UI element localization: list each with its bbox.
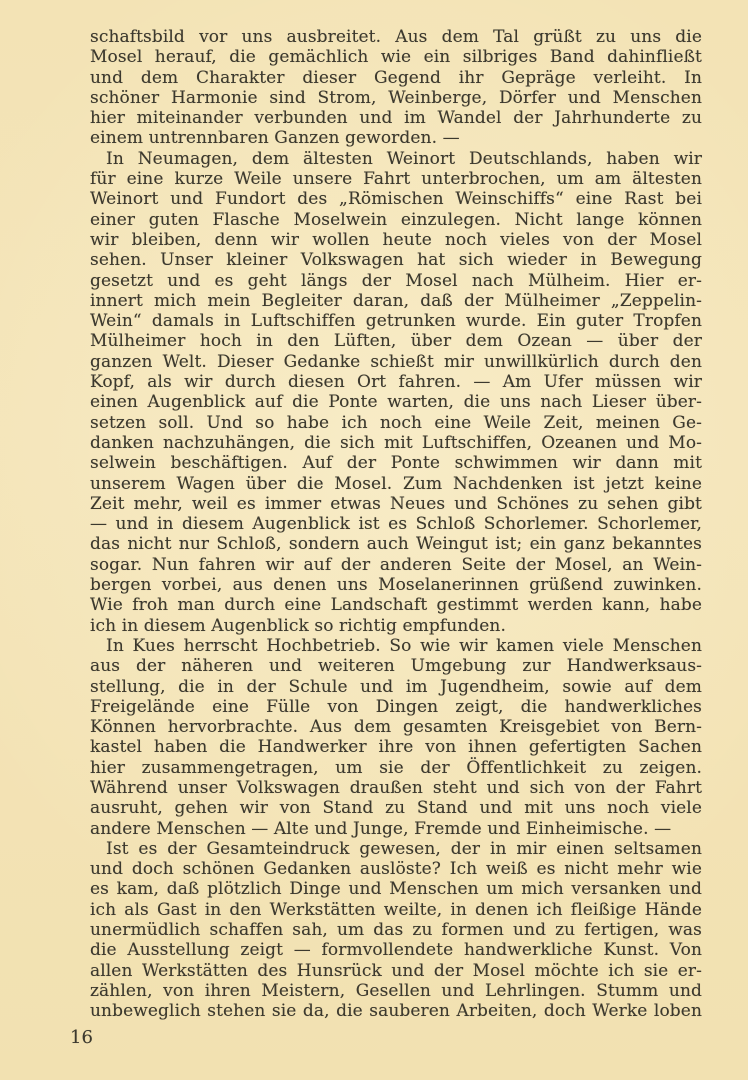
- text-line: ausruht, gehen wir von Stand zu Stand und mit uns noch viele: [90, 798, 702, 819]
- text-line: bergen vorbei, aus denen uns Moselanerinnen grüßend zuwinken.: [90, 575, 702, 596]
- text-line: zählen, von ihren Meistern, Gesellen und Lehrlingen. Stumm und: [90, 980, 702, 1001]
- text-line: Wie froh man durch eine Landschaft gestimmt werden kann, habe: [90, 595, 702, 616]
- text-line: Können hervorbrachte. Aus dem gesamten Kreisgebiet von Bern-: [90, 717, 702, 738]
- text-line: Freigelände eine Fülle von Dingen zeigt, die handwerkliches: [90, 696, 702, 717]
- text-line: schaftsbild vor uns ausbreitet. Aus dem Tal grüßt zu uns die: [90, 27, 702, 47]
- text-line: In Kues herrscht Hochbetrieb. So wie wir kamen viele Menschen: [106, 635, 702, 656]
- text-line: aus der näheren und weiteren Umgebung zur Handwerksaus-: [90, 656, 702, 677]
- text-line: einen Augenblick auf die Ponte warten, die uns nach Lieser über-: [90, 392, 702, 413]
- text-line: Ist es der Gesamteindruck gewesen, der in mir einen seltsamen: [106, 838, 702, 859]
- text-line: kastel haben die Handwerker ihre von ihnen gefertigten Sachen: [90, 737, 702, 758]
- text-line: unserem Wagen über die Mosel. Zum Nachdenken ist jetzt keine: [90, 473, 702, 494]
- text-line: ganzen Welt. Dieser Gedanke schießt mir unwillkürlich durch den: [90, 351, 702, 372]
- text-line: selwein beschäftigen. Auf der Ponte schwimmen wir dann mit: [90, 453, 702, 474]
- text-line: Wein“ damals in Luftschiffen getrunken wurde. Ein guter Tropfen: [90, 311, 702, 332]
- text-line: stellung, die in der Schule und im Jugendheim, sowie auf dem: [90, 676, 702, 697]
- text-line: unbeweglich stehen sie da, die sauberen Arbeiten, doch Werke loben: [90, 1001, 702, 1022]
- text-line: setzen soll. Und so habe ich noch eine Weile Zeit, meinen Ge-: [90, 412, 702, 433]
- text-line: für eine kurze Weile unsere Fahrt unterbrochen, um am ältesten: [90, 169, 702, 190]
- text-line: In Neumagen, dem ältesten Weinort Deutschlands, haben wir: [106, 148, 702, 169]
- text-line: hier zusammengetragen, um sie der Öffentlichkeit zu zeigen.: [90, 757, 702, 778]
- text-line: wir bleiben, denn wir wollen heute noch vieles von der Mosel: [90, 229, 702, 250]
- text-line: ich in diesem Augenblick so richtig empfunden.: [90, 615, 506, 636]
- text-line: Mosel herauf, die gemächlich wie ein silbriges Band dahinfließt: [90, 47, 702, 68]
- page-number: 16: [70, 1027, 93, 1048]
- text-line: einem untrennbaren Ganzen geworden. —: [90, 128, 460, 149]
- text-line: unermüdlich schaffen sah, um das zu formen und zu fertigen, was: [90, 920, 702, 941]
- text-line: die Ausstellung zeigt — formvollendete handwerkliche Kunst. Von: [90, 940, 702, 961]
- text-line: allen Werkstätten des Hunsrück und der Mosel möchte ich sie er-: [90, 960, 702, 981]
- text-line: gesetzt und es geht längs der Mosel nach Mülheim. Hier er-: [90, 270, 702, 291]
- text-line: Während unser Volkswagen draußen steht und sich von der Fahrt: [90, 777, 702, 798]
- text-line: schöner Harmonie sind Strom, Weinberge, Dörfer und Menschen: [90, 87, 702, 108]
- text-line: Kopf, als wir durch diesen Ort fahren. — Am Ufer müssen wir: [90, 372, 702, 393]
- text-line: andere Menschen — Alte und Junge, Fremde und Einheimische. —: [90, 818, 672, 839]
- text-line: einer guten Flasche Moselwein einzulegen. Nicht lange können: [90, 209, 702, 230]
- text-line: innert mich mein Begleiter daran, daß der Mülheimer „Zeppelin-: [90, 290, 702, 311]
- page-text: [90, 27, 702, 1022]
- text-line: und dem Charakter dieser Gegend ihr Gepräge verleiht. In: [90, 67, 702, 88]
- text-line: sehen. Unser kleiner Volkswagen hat sich wieder in Bewegung: [90, 250, 702, 271]
- text-line: hier miteinander verbunden und im Wandel der Jahrhunderte zu: [90, 108, 702, 129]
- text-line: es kam, daß plötzlich Dinge und Menschen um mich versanken und: [90, 879, 702, 900]
- text-line: Weinort und Fundort des „Römischen Weinschiffs“ eine Rast bei: [90, 189, 702, 210]
- text-line: ich als Gast in den Werkstätten weilte, in denen ich fleißige Hände: [90, 899, 702, 920]
- text-line: und doch schönen Gedanken auslöste? Ich weiß es nicht mehr wie: [90, 859, 702, 880]
- text-line: Mülheimer hoch in den Lüften, über dem Ozean — über der: [90, 331, 702, 352]
- text-line: sogar. Nun fahren wir auf der anderen Seite der Mosel, an Wein-: [90, 554, 702, 575]
- text-line: Zeit mehr, weil es immer etwas Neues und Schönes zu sehen gibt: [90, 493, 702, 514]
- text-line: danken nachzuhängen, die sich mit Luftschiffen, Ozeanen und Mo-: [90, 432, 702, 453]
- text-line: — und in diesem Augenblick ist es Schloß Schorlemer. Schorlemer,: [90, 514, 702, 535]
- text-line: das nicht nur Schloß, sondern auch Weingut ist; ein ganz bekanntes: [90, 534, 702, 555]
